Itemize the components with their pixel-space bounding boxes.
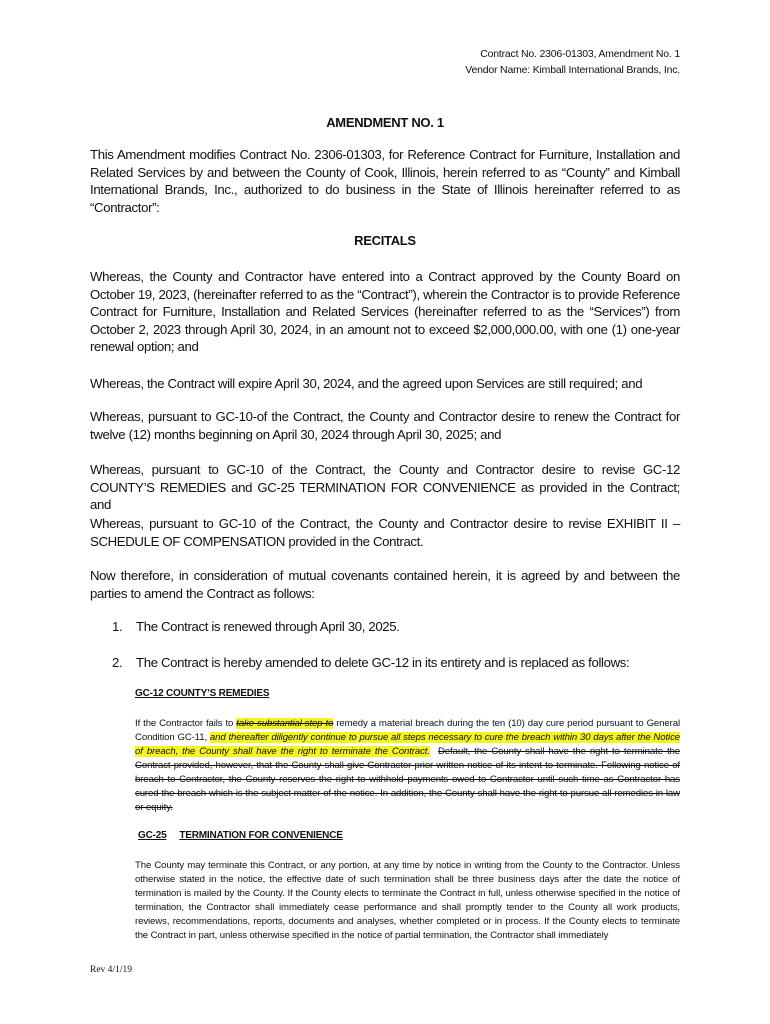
revision-footer: Rev 4/1/19 — [90, 965, 132, 975]
gc12-heading: GC-12 COUNTY’S REMEDIES — [135, 688, 270, 699]
gc25-heading — [138, 830, 343, 841]
recitals-heading: RECITALS — [354, 233, 416, 248]
intro-paragraph: This Amendment modifies Contract No. 2306-01303, for Reference Contract for Furniture, Installation and Related Services by and between the County of Cook, Illinois, herein referred to as “County” and Kimball International Brands, Inc., authorized to do business in the State of Illinois hereinafter referred to as “Contractor”: — [90, 147, 680, 215]
now-therefore-paragraph: Now therefore, in consideration of mutual covenants contained herein, it is agreed by and between the parties to amend the Contract as follows: — [90, 568, 680, 601]
recital-paragraph: Whereas, pursuant to GC-10 of the Contract, the County and Contractor desire to revise GC-12 COUNTY’S REMEDIES and GC-25 TERMINATION FOR CONVENIENCE as provided in the Contract; and — [90, 462, 680, 512]
list-item-number: 2. — [112, 655, 123, 670]
gc25-title: TERMINATION FOR CONVENIENCE — [179, 830, 343, 841]
list-item — [112, 654, 682, 672]
list-item-number: 1. — [112, 619, 123, 634]
vendor-name-line: Vendor Name: Kimball International Brands, Inc. — [465, 64, 680, 76]
gc12-deleted-text: Default, the County shall have the right to terminate the Contract provided, however, that the County shall give Contractor prior written notice of its intent to terminate. Following notice of breach to Contractor, the County reserves the right to withhold payments owed to Contractor until such time as Contractor has cured the breach which is the subject matter of the notice. In addition, the County shall have the right to pursue all remedies in law or equity. — [135, 746, 680, 813]
list-item — [112, 618, 682, 636]
list-item-text: The Contract is renewed through April 30, 2025. — [136, 619, 400, 634]
gc12-highlight-inserted: and thereafter diligently continue to pursue all steps necessary to cure the breach within 30 days after the Notice of breach, the County shall have the right to terminate the Contract. — [135, 732, 680, 757]
contract-number-line: Contract No. 2306-01303, Amendment No. 1 — [480, 48, 680, 60]
recital-paragraph: Whereas, the Contract will expire April 30, 2024, and the agreed upon Services are still required; and — [90, 376, 643, 391]
gc12-highlight-inserted: take substantial step to — [236, 718, 334, 729]
gc12-text: remedy a material breach during the ten (10) day cure period pursuant to General Condition GC-11, — [135, 718, 681, 743]
gc25-number: GC-25 — [138, 830, 167, 841]
recital-paragraph: Whereas, pursuant to GC-10 of the Contract, the County and Contractor desire to revise EXHIBIT II – SCHEDULE OF COMPENSATION provided in the Contract. — [90, 516, 680, 549]
list-item-text: The Contract is hereby amended to delete GC-12 in its entirety and is replaced as follows: — [136, 655, 630, 670]
recital-paragraph: Whereas, the County and Contractor have entered into a Contract approved by the County Board on October 19, 2023, (hereinafter referred to as the “Contract”), wherein the Contractor is to provide Reference Contract for Furniture, Installation and Related Services (hereinafter referred to as the “Services”) from October 2, 2023 through April 30, 2024, in an amount not to exceed $2,000,000.00, with one (1) one-year renewal option; and — [90, 269, 680, 354]
gc12-paragraph — [135, 717, 680, 815]
amendment-title: AMENDMENT NO. 1 — [326, 115, 444, 130]
document-header — [465, 46, 680, 78]
recital-paragraph: Whereas, pursuant to GC-10-of the Contract, the County and Contractor desire to renew the Contract for twelve (12) months beginning on April 30, 2024 through April 30, 2025; and — [90, 409, 680, 442]
gc12-text: If the Contractor fails to — [135, 718, 237, 729]
gc25-paragraph: The County may terminate this Contract, or any portion, at any time by notice in writing from the County to the Contractor. Unless otherwise stated in the notice, the effective date of such termination shall be three business days after the date the notice of termination is mailed by the County. If the County elects to terminate the Contract in full, unless otherwise specified in the notice of termination, the Contractor shall immediately cease performance and shall promptly tender to the County all work products, reviews, recommendations, reports, documents and analyses, whether completed or in process. If the County elects to terminate the Contract in part, unless otherwise specified in the notice of partial termination, the Contractor shall immediately — [135, 860, 680, 941]
